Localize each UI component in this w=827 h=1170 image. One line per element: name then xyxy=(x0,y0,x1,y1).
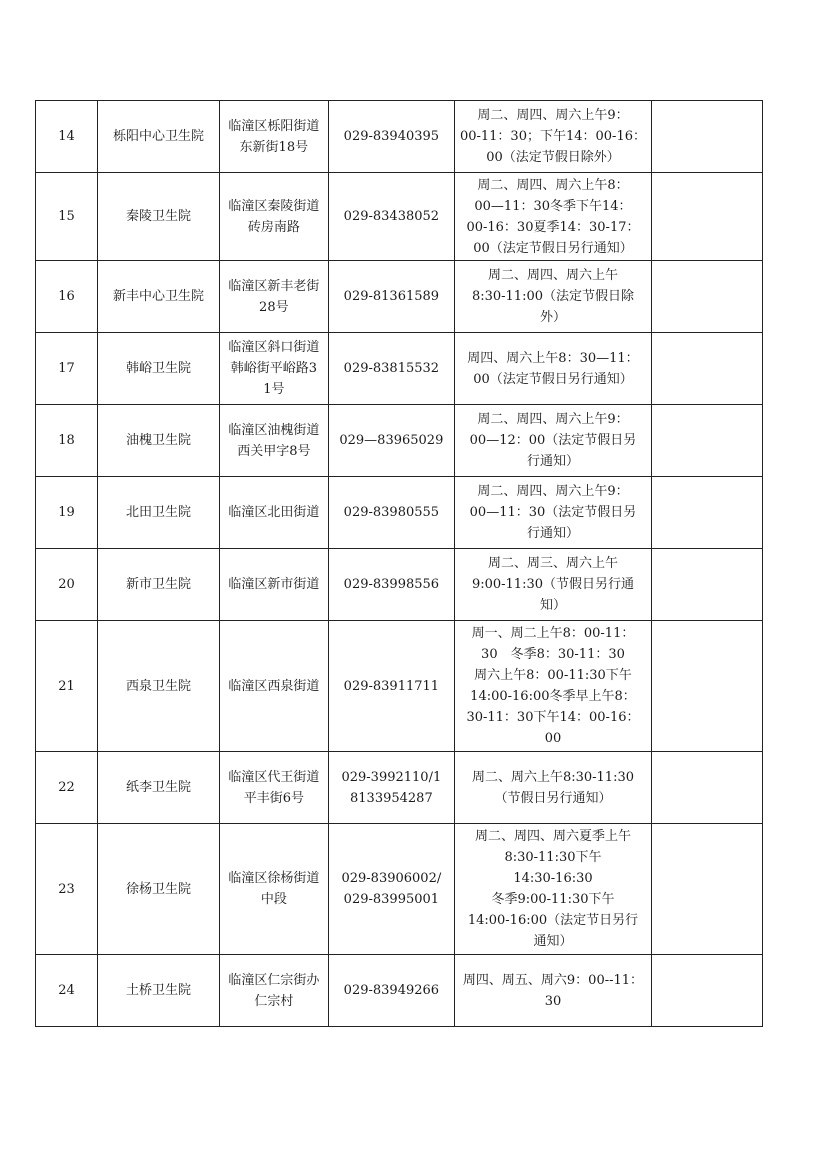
service-hours-cell xyxy=(454,173,651,261)
service-hours-line: 周二、周四、周六上午9： xyxy=(477,108,629,123)
service-hours-line: 30 冬季8：30-11：30 xyxy=(481,647,625,662)
service-hours-line: 8:30-11:00（法定节假日除 xyxy=(471,289,634,304)
service-hours-line: （节假日另行通知） xyxy=(494,790,612,806)
address-cell-text: 临潼区新丰老街28号 xyxy=(228,278,320,315)
table-row xyxy=(36,173,763,261)
phone-cell xyxy=(328,333,454,405)
service-hours-line: 周四、周五、周六9：00--11： xyxy=(462,972,644,988)
address-cell-text: 临潼区西泉街道 xyxy=(228,678,320,694)
phone-cell-text: 029-3992110/18133954287 xyxy=(341,769,442,806)
table-row xyxy=(36,101,763,173)
service-hours-line: 00（法定节假日另行通知） xyxy=(473,371,633,387)
address-cell xyxy=(219,405,328,477)
service-hours-cell xyxy=(454,752,651,824)
phone-cell xyxy=(328,477,454,549)
service-hours-line: 通知） xyxy=(533,934,573,949)
row-number-cell: 21 xyxy=(36,621,98,752)
service-hours-line: 周二、周四、周六上午 xyxy=(487,268,618,283)
service-hours-cell xyxy=(454,824,651,955)
service-hours-line: 行通知） xyxy=(526,526,579,541)
phone-cell xyxy=(328,549,454,621)
service-hours-cell xyxy=(454,261,651,333)
table-row xyxy=(36,477,763,549)
extra-cell xyxy=(651,405,762,477)
address-cell-text: 临潼区斜口街道韩峪街平峪路31号 xyxy=(228,340,320,397)
phone-cell-text: 029-81361589 xyxy=(343,289,440,304)
hospital-name-cell: 纸李卫生院 xyxy=(98,752,220,824)
phone-cell xyxy=(328,173,454,261)
phone-cell xyxy=(328,955,454,1027)
service-hours-line: 00—11：30（法定节假日另 xyxy=(469,505,637,520)
table-row xyxy=(36,824,763,955)
address-cell xyxy=(219,261,328,333)
service-hours-line: 00-16：30夏季14：30-17： xyxy=(466,219,640,235)
phone-cell-text: 029-83949266 xyxy=(343,983,440,998)
service-hours-line: 周一、周二上午8：00-11： xyxy=(471,626,635,641)
extra-cell xyxy=(651,824,762,955)
phone-cell-text: 029-83940395 xyxy=(343,129,440,144)
service-hours-cell xyxy=(454,477,651,549)
table-row xyxy=(36,333,763,405)
service-hours-line: 30-11：30下午14：00-16： xyxy=(466,710,640,725)
hospital-name-cell: 土桥卫生院 xyxy=(98,955,220,1027)
phone-cell-text: 029-83438052 xyxy=(343,209,440,224)
hospital-name-cell: 新丰中心卫生院 xyxy=(98,261,220,333)
row-number-cell: 23 xyxy=(36,824,98,955)
extra-cell xyxy=(651,621,762,752)
hospital-name-cell: 北田卫生院 xyxy=(98,477,220,549)
phone-cell-text: 029-83906002/029-83995001 xyxy=(341,871,442,907)
service-hours-line: 00—12：00（法定节假日另 xyxy=(469,433,637,448)
extra-cell xyxy=(651,549,762,621)
phone-cell xyxy=(328,752,454,824)
service-hours-line: 周二、周四、周六上午9： xyxy=(477,484,629,499)
service-hours-line: 8:30-11:30下午 xyxy=(504,850,602,865)
hospital-name-cell: 秦陵卫生院 xyxy=(98,173,220,261)
phone-cell xyxy=(328,101,454,173)
phone-cell xyxy=(328,405,454,477)
table-row xyxy=(36,955,763,1027)
service-hours-line: 周二、周四、周六上午9： xyxy=(477,412,629,427)
extra-cell xyxy=(651,752,762,824)
row-number-cell: 16 xyxy=(36,261,98,333)
row-number-cell: 24 xyxy=(36,955,98,1027)
address-cell xyxy=(219,477,328,549)
address-cell-text: 临潼区油槐街道西关甲字8号 xyxy=(228,422,320,459)
service-hours-line: 00（法定节假日除外） xyxy=(486,150,620,165)
extra-cell xyxy=(651,477,762,549)
hospital-name-cell: 新市卫生院 xyxy=(98,549,220,621)
service-hours-line: 周二、周六上午8:30-11:30 xyxy=(471,769,634,785)
address-cell-text: 临潼区代王街道平丰街6号 xyxy=(228,769,320,806)
phone-cell-text: 029-83911711 xyxy=(343,678,440,694)
extra-cell xyxy=(651,333,762,405)
row-number-cell: 14 xyxy=(36,101,98,173)
service-hours-line: 30 xyxy=(544,993,562,1009)
address-cell xyxy=(219,955,328,1027)
hospital-name-cell: 油槐卫生院 xyxy=(98,405,220,477)
phone-cell xyxy=(328,261,454,333)
row-number-cell: 17 xyxy=(36,333,98,405)
row-number-cell: 18 xyxy=(36,405,98,477)
address-cell-text: 临潼区仁宗街办仁宗村 xyxy=(228,972,320,1009)
address-cell xyxy=(219,752,328,824)
extra-cell xyxy=(651,173,762,261)
address-cell-text: 临潼区北田街道 xyxy=(228,505,320,520)
service-hours-line: 00 xyxy=(544,731,562,746)
address-cell xyxy=(219,101,328,173)
address-cell-text: 临潼区新市街道 xyxy=(228,577,320,592)
row-number-cell: 15 xyxy=(36,173,98,261)
table-row xyxy=(36,261,763,333)
health-center-table xyxy=(35,100,763,1027)
row-number-cell: 22 xyxy=(36,752,98,824)
row-number-cell: 19 xyxy=(36,477,98,549)
address-cell xyxy=(219,621,328,752)
service-hours-cell xyxy=(454,549,651,621)
address-cell xyxy=(219,549,328,621)
table-body xyxy=(36,101,763,1027)
extra-cell xyxy=(651,955,762,1027)
address-cell-text: 临潼区栎阳街道东新街18号 xyxy=(228,118,320,155)
service-hours-line: 00-11：30；下午14：00-16： xyxy=(459,129,646,144)
service-hours-line: 冬季9:00-11:30下午 xyxy=(491,892,615,907)
service-hours-line: 14:30-16:30 xyxy=(513,871,593,886)
address-cell xyxy=(219,824,328,955)
service-hours-line: 9:00-11:30（节假日另行通 xyxy=(471,577,634,592)
table-row xyxy=(36,621,763,752)
service-hours-line: 行通知） xyxy=(526,454,579,469)
service-hours-cell xyxy=(454,101,651,173)
service-hours-line: 周六上午8：00-11:30下午 xyxy=(474,668,632,683)
phone-cell-text: 029-83998556 xyxy=(343,577,440,592)
extra-cell xyxy=(651,101,762,173)
address-cell xyxy=(219,173,328,261)
service-hours-cell xyxy=(454,405,651,477)
service-hours-line: 周二、周四、周六夏季上午 xyxy=(474,829,631,844)
hospital-name-cell: 栎阳中心卫生院 xyxy=(98,101,220,173)
row-number-cell: 20 xyxy=(36,549,98,621)
service-hours-cell xyxy=(454,621,651,752)
service-hours-line: 周二、周四、周六上午8： xyxy=(477,177,629,193)
table-row xyxy=(36,752,763,824)
service-hours-line: 周二、周三、周六上午 xyxy=(487,556,618,571)
extra-cell xyxy=(651,261,762,333)
phone-cell-text: 029-83980555 xyxy=(343,505,440,520)
service-hours-cell xyxy=(454,955,651,1027)
service-hours-line: 周四、周六上午8：30—11： xyxy=(467,350,639,366)
table-row xyxy=(36,405,763,477)
service-hours-line: 知） xyxy=(539,598,566,613)
hospital-name-cell: 徐杨卫生院 xyxy=(98,824,220,955)
phone-cell xyxy=(328,824,454,955)
address-cell-text: 临潼区秦陵街道砖房南路 xyxy=(228,198,320,235)
service-hours-line: 14:00-16:00冬季早上午8： xyxy=(470,689,636,704)
hospital-name-cell: 韩峪卫生院 xyxy=(98,333,220,405)
table-row xyxy=(36,549,763,621)
phone-cell-text: 029-83815532 xyxy=(343,361,440,376)
phone-cell xyxy=(328,621,454,752)
service-hours-line: 00（法定节假日另行通知） xyxy=(473,240,633,256)
address-cell-text: 临潼区徐杨街道中段 xyxy=(228,871,320,907)
service-hours-line: 14:00-16:00（法定节日另行 xyxy=(467,913,639,928)
address-cell xyxy=(219,333,328,405)
hospital-name-cell: 西泉卫生院 xyxy=(98,621,220,752)
phone-cell-text: 029—83965029 xyxy=(339,433,444,448)
service-hours-line: 外） xyxy=(539,310,566,325)
service-hours-line: 00—11：30冬季下午14： xyxy=(474,198,632,214)
service-hours-cell xyxy=(454,333,651,405)
